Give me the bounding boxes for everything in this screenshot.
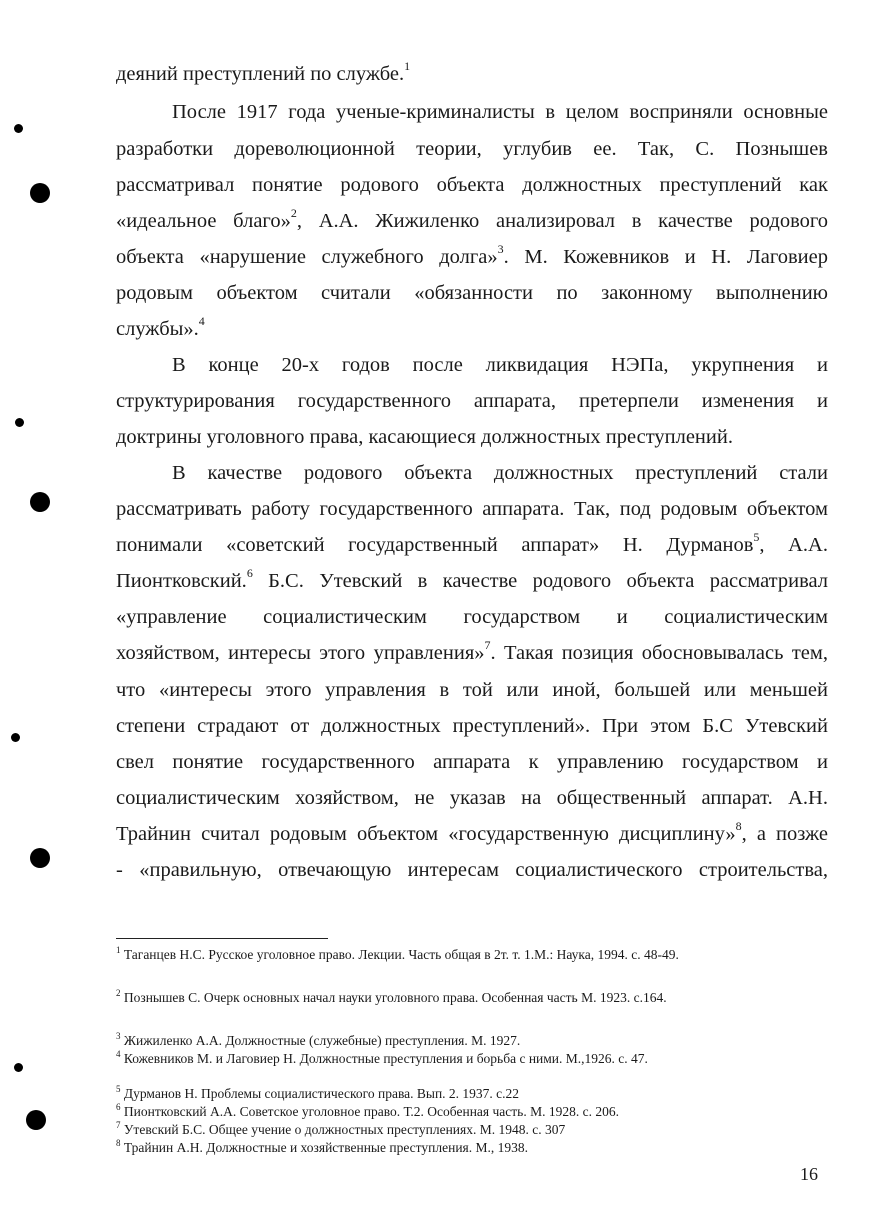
binding-hole-mark: [11, 733, 20, 742]
text-line: разработки дореволюционной теории, углубив ее. Так, С. Познышев: [116, 138, 828, 160]
footnote: $^5$ Дурманов Н. Проблемы социалистического права. Вып. 2. 1937. с.22: [116, 1083, 520, 1101]
footnote-ref[interactable]: 8: [735, 819, 742, 834]
footnote: $^7$ Утевский Б.С. Общее учение о должностных преступлениях. М. 1948. с. 307: [116, 1119, 566, 1137]
text-line: «идеальное благо»$^2$, А.А. Жижиленко анализировал в качестве родового: [116, 206, 829, 232]
footnote: $^6$ Пионтковский А.А. Советское уголовное право. Т.2. Особенная часть. М. 1928. с. 206.: [116, 1101, 619, 1119]
text-line: рассматривать работу государственного аппарата. Так, под родовым объектом: [116, 498, 828, 520]
paragraph-first-line: В качестве родового объекта должностных преступлений стали: [172, 462, 828, 484]
binding-hole: [30, 848, 50, 868]
footnote: $^4$ Кожевников М. и Лаговиер Н. Должностные преступления и борьба с ними. М.,1926. с. 47.: [116, 1048, 648, 1066]
text-line: доктрины уголовного права, касающиеся должностных преступлений.: [116, 426, 733, 448]
paragraph-first-line: В конце 20-х годов после ликвидация НЭПа, укрупнения и: [172, 354, 828, 376]
binding-hole: [26, 1110, 46, 1130]
binding-hole: [30, 183, 50, 203]
text-line: родовым объектом считали «обязанности по законному выполнению: [116, 282, 828, 304]
footnote-ref[interactable]: 4: [198, 314, 205, 329]
binding-hole: [30, 492, 50, 512]
text-line: понимали «советский государственный аппарат» Н. Дурманов$^5$, А.А.: [116, 530, 828, 556]
footnote-separator: [116, 938, 328, 939]
footnote-ref[interactable]: 3: [497, 242, 504, 257]
text-line: Трайнин считал родовым объектом «государственную дисциплину»$^8$, а позже: [116, 819, 828, 845]
binding-hole-mark: [14, 124, 23, 133]
text-line: свел понятие государственного аппарата к управлению государством и: [116, 751, 828, 773]
footnote-ref[interactable]: 6: [246, 566, 253, 581]
paragraph-first-line: После 1917 года ученые-криминалисты в целом восприняли основные: [172, 101, 828, 123]
text-line: Пионтковский.$^6$ Б.С. Утевский в качестве родового объекта рассматривал: [116, 566, 828, 592]
text-line: хозяйством, интересы этого управления»$^7$. Такая позиция обосновывалась тем,: [116, 638, 828, 664]
text-line: деяний преступлений по службе.$^1$: [116, 59, 411, 85]
text-line: службы».$^4$: [116, 314, 205, 340]
footnote: $^2$ Познышев С. Очерк основных начал науки уголовного права. Особенная часть М. 1923. с.164.: [116, 987, 667, 1005]
text-line: степени страдают от должностных преступлений». При этом Б.С Утевский: [116, 715, 828, 737]
text-line: социалистическим хозяйством, не указав на общественный аппарат. А.Н.: [116, 787, 828, 809]
footnote: $^8$ Трайнин А.Н. Должностные и хозяйственные преступления. М., 1938.: [116, 1137, 529, 1155]
text-line: «управление социалистическим государством и социалистическим: [116, 606, 828, 628]
footnote: $^3$ Жижиленко А.А. Должностные (служебные) преступления. М. 1927.: [116, 1030, 521, 1048]
footnote-ref[interactable]: 1: [404, 59, 411, 74]
page-number: 16: [800, 1164, 818, 1184]
text-line: объекта «нарушение служебного долга»$^3$. М. Кожевников и Н. Лаговиер: [116, 242, 828, 268]
text-line: рассматривал понятие родового объекта должностных преступлений как: [116, 174, 828, 196]
footnote-ref[interactable]: 5: [753, 530, 760, 545]
text-line: что «интересы этого управления в той или иной, большей или меньшей: [116, 679, 828, 701]
text-line: структурирования государственного аппарата, претерпели изменения и: [116, 390, 828, 412]
binding-hole-mark: [15, 418, 24, 427]
binding-hole-mark: [14, 1063, 23, 1072]
footnote: $^1$ Таганцев Н.С. Русское уголовное право. Лекции. Часть общая в 2т. т. 1.М.: Наука, 1994. с. 48-49.: [116, 944, 679, 962]
footnote-ref[interactable]: 2: [290, 206, 297, 221]
footnote-ref[interactable]: 7: [484, 638, 491, 653]
text-line: - «правильную, отвечающую интересам социалистического строительства,: [116, 859, 828, 881]
